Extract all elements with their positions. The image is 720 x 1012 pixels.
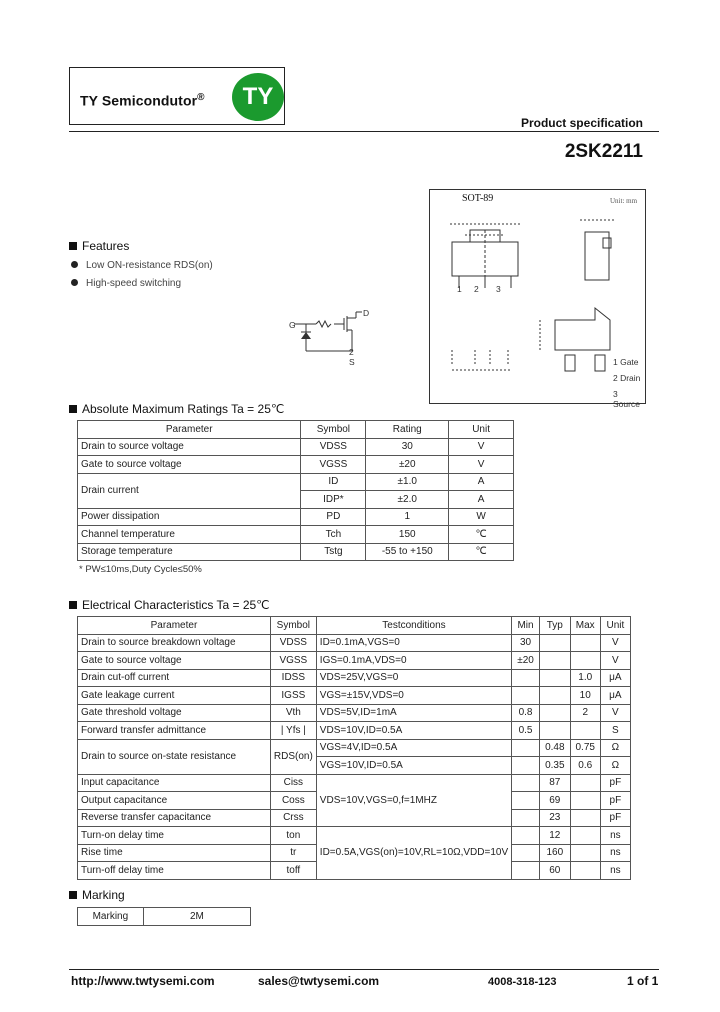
table-header-cell: Max [570,617,600,635]
package-units: Unit: mm [610,197,638,205]
table-cell: Drain to source breakdown voltage [78,634,271,652]
table-cell: Turn-on delay time [78,827,271,845]
table-cell: 0.35 [539,757,570,775]
pin-number-2: 2 [474,284,479,294]
table-cell [570,844,600,862]
pin-label-drain: 2 Drain [613,373,641,383]
table-cell: 0.6 [570,757,600,775]
table-cell: 30 [366,438,449,456]
table-cell [570,652,600,670]
table-cell: Rise time [78,844,271,862]
table-cell: V [600,652,630,670]
footer-email-link[interactable]: sales@twtysemi.com [258,974,380,988]
table-cell [539,704,570,722]
table-cell: 1 [366,508,449,526]
marking-table [77,907,251,926]
table-cell [539,652,570,670]
table-cell: VDS=10V,VGS=0,f=1MHZ [316,774,511,827]
pin-number-1: 1 [457,284,462,294]
table-cell: ℃ [449,543,514,561]
table-cell: 0.75 [570,739,600,757]
table-cell: μA [600,687,630,705]
table-row [78,456,514,474]
table-cell: Coss [270,792,316,810]
table-cell: Reverse transfer capacitance [78,809,271,827]
table-cell [570,792,600,810]
table-cell: 160 [539,844,570,862]
table-cell: S [600,722,630,740]
table-cell: Gate threshold voltage [78,704,271,722]
table-cell: 0.48 [539,739,570,757]
footer-page: 1 of 1 [627,974,659,988]
table-cell: ±20 [366,456,449,474]
table-cell: ID=0.1mA,VGS=0 [316,634,511,652]
table-header-cell: Symbol [301,421,366,439]
table-cell: VDSS [270,634,316,652]
schematic-source-label: S [349,357,355,367]
table-cell: IDP* [301,491,366,509]
table-header-cell: Unit [600,617,630,635]
table-cell: tr [270,844,316,862]
table-cell: Output capacitance [78,792,271,810]
table-cell [512,757,540,775]
table-cell: Vth [270,704,316,722]
table-cell: VGSS [301,456,366,474]
feature-item: Low ON-resistance RDS(on) [71,260,213,271]
package-name: SOT-89 [462,193,494,204]
table-cell [512,809,540,827]
table-cell: V [600,704,630,722]
table-cell: 87 [539,774,570,792]
table-row [78,722,631,740]
table-cell: Gate to source voltage [78,456,301,474]
footer-website-link[interactable]: http://www.twtysemi.com [71,974,215,988]
table-cell [570,634,600,652]
table-cell: VDS=5V,ID=1mA [316,704,511,722]
table-header-cell: Parameter [78,421,301,439]
table-cell [570,809,600,827]
table-cell: Ω [600,739,630,757]
table-cell [570,722,600,740]
table-cell [512,792,540,810]
table-cell: PD [301,508,366,526]
table-cell: RDS(on) [270,739,316,774]
table-cell: ±20 [512,652,540,670]
table-cell: ns [600,862,630,880]
schematic-drain-label: D [363,308,370,318]
table-cell: Marking [78,908,144,926]
table-cell: -55 to +150 [366,543,449,561]
table-cell: IGS=0.1mA,VDS=0 [316,652,511,670]
table-row [78,526,514,544]
table-cell: pF [600,809,630,827]
table-row [78,438,514,456]
table-cell [539,634,570,652]
table-cell: 12 [539,827,570,845]
table-cell: ID=0.5A,VGS(on)=10V,RL=10Ω,VDD=10V [316,827,511,880]
table-header-cell: Unit [449,421,514,439]
table-cell: W [449,508,514,526]
table-cell: Gate leakage current [78,687,271,705]
header-rule [69,131,659,132]
table-cell: Gate to source voltage [78,652,271,670]
table-row [78,739,631,757]
table-cell: ID [301,473,366,491]
table-cell: 69 [539,792,570,810]
table-cell: Crss [270,809,316,827]
table-row [78,827,631,845]
company-logo: TY [232,73,284,121]
table-row [78,774,631,792]
table-cell: VGS=4V,ID=0.5A [316,739,511,757]
table-cell [512,844,540,862]
table-cell: ℃ [449,526,514,544]
table-cell: VGS=10V,ID=0.5A [316,757,511,775]
table-cell: Tch [301,526,366,544]
table-cell: Drain to source voltage [78,438,301,456]
table-cell: 2M [143,908,250,926]
table-cell [570,827,600,845]
table-cell: A [449,491,514,509]
table-cell: VDSS [301,438,366,456]
table-cell [512,862,540,880]
table-cell: Forward transfer admittance [78,722,271,740]
table-cell: V [600,634,630,652]
doc-type: Product specification [520,116,643,130]
table-row [78,508,514,526]
table-cell: VGS=±15V,VDS=0 [316,687,511,705]
table-header-cell: Testconditions [316,617,511,635]
footer-rule [69,969,659,970]
table-cell [512,739,540,757]
table-cell: ns [600,827,630,845]
table-cell: Ciss [270,774,316,792]
table-header-cell: Parameter [78,617,271,635]
schematic-pin2-label: 2 [349,347,354,357]
table-cell: Drain cut-off current [78,669,271,687]
table-cell: V [449,438,514,456]
table-cell: ton [270,827,316,845]
table-cell: 1.0 [570,669,600,687]
table-cell: ±1.0 [366,473,449,491]
company-name: TY Semicondutor® [80,92,205,109]
table-header-cell: Typ [539,617,570,635]
pin-number-3: 3 [496,284,501,294]
table-header-cell: Symbol [270,617,316,635]
table-cell: 0.8 [512,704,540,722]
table-cell: ±2.0 [366,491,449,509]
table-cell: Storage temperature [78,543,301,561]
pin-label-source: 3 Source [613,389,640,409]
table-cell: pF [600,774,630,792]
table-header-cell: Rating [366,421,449,439]
table-cell: 60 [539,862,570,880]
part-number: 2SK2211 [564,141,643,162]
elec-title: Electrical Characteristics Ta = 25℃ [69,598,270,612]
elec-table [77,616,631,880]
table-cell [539,722,570,740]
table-cell [539,669,570,687]
marking-title: Marking [69,888,125,902]
table-header-cell: Min [512,617,540,635]
schematic-gate-label: G [289,320,296,330]
abs-max-note: * PW≤10ms,Duty Cycle≤50% [79,564,202,575]
table-cell: V [449,456,514,474]
table-header-row [78,617,631,635]
table-cell: IGSS [270,687,316,705]
bullet-icon [71,279,78,286]
table-cell: 0.5 [512,722,540,740]
abs-max-title: Absolute Maximum Ratings Ta = 25℃ [69,402,284,416]
table-cell: Power dissipation [78,508,301,526]
table-cell: VGSS [270,652,316,670]
features-title: Features [69,239,129,253]
table-cell: ns [600,844,630,862]
table-cell: | Yfs | [270,722,316,740]
table-row [78,543,514,561]
table-cell [512,827,540,845]
table-row [78,908,251,926]
footer-phone: 4008-318-123 [488,976,557,988]
table-header-row [78,421,514,439]
table-cell: Channel temperature [78,526,301,544]
table-cell: Drain current [78,473,301,508]
feature-item: High-speed switching [71,278,181,289]
table-cell: A [449,473,514,491]
table-cell: toff [270,862,316,880]
table-row [78,473,514,491]
table-row [78,652,631,670]
abs-max-table [77,420,514,561]
table-cell: Input capacitance [78,774,271,792]
table-cell: Turn-off delay time [78,862,271,880]
table-cell [512,774,540,792]
table-row [78,634,631,652]
table-cell: Tstg [301,543,366,561]
table-cell: pF [600,792,630,810]
table-row [78,687,631,705]
table-cell: 10 [570,687,600,705]
table-cell [570,774,600,792]
table-cell: IDSS [270,669,316,687]
table-cell: 30 [512,634,540,652]
table-cell: VDS=25V,VGS=0 [316,669,511,687]
table-cell: VDS=10V,ID=0.5A [316,722,511,740]
table-cell: 2 [570,704,600,722]
table-cell [570,862,600,880]
table-cell: μA [600,669,630,687]
table-cell: 23 [539,809,570,827]
table-row [78,669,631,687]
table-cell [539,687,570,705]
package-drawing [429,189,646,409]
table-cell [512,687,540,705]
table-cell: Ω [600,757,630,775]
table-row [78,704,631,722]
table-cell [512,669,540,687]
pin-label-gate: 1 Gate [613,357,639,367]
table-cell: Drain to source on-state resistance [78,739,271,774]
table-cell: 150 [366,526,449,544]
bullet-icon [71,261,78,268]
